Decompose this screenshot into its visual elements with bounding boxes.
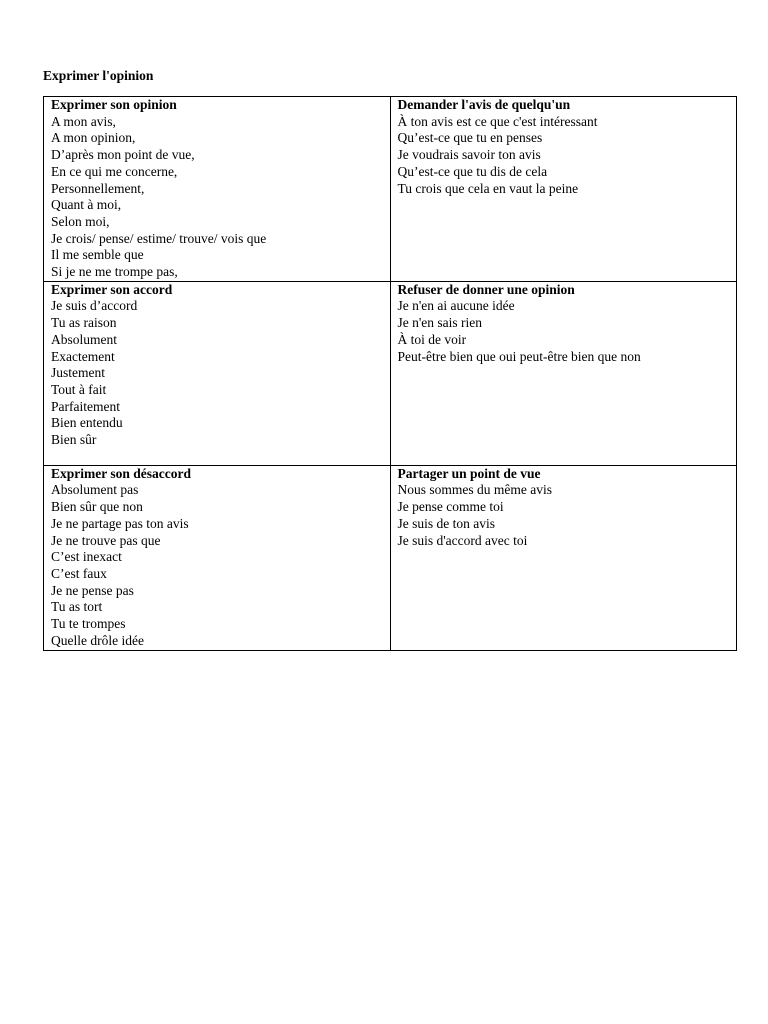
cell-heading: Exprimer son opinion <box>51 97 177 112</box>
cell-heading: Partager un point de vue <box>397 465 541 481</box>
expression-line: Tout à fait <box>51 381 107 397</box>
table-row <box>44 97 737 282</box>
expression-line: D’après mon point de vue, <box>51 147 195 163</box>
expression-line: À toi de voir <box>397 331 467 347</box>
expression-line: Absolument pas <box>51 482 139 498</box>
table-cell <box>390 97 737 282</box>
table-cell <box>390 465 737 650</box>
table-row <box>44 465 737 650</box>
expression-line: Peut-être bien que oui peut-être bien que non <box>397 348 641 364</box>
expression-line: Parfaitement <box>51 398 120 414</box>
page-title: Exprimer l'opinion <box>43 68 154 83</box>
expression-line: Je n'en ai aucune idée <box>397 298 515 314</box>
expression-line: Je ne pense pas <box>51 582 134 598</box>
expression-line: Je suis de ton avis <box>397 515 495 531</box>
expression-line: Je voudrais savoir ton avis <box>397 147 541 163</box>
expression-line: Je n'en sais rien <box>397 315 483 331</box>
table-cell <box>44 97 391 282</box>
expression-line: En ce qui me concerne, <box>51 163 178 179</box>
expression-line: Je suis d’accord <box>51 298 138 314</box>
table-cell <box>44 281 391 465</box>
expression-line: Si je ne me trompe pas, <box>51 264 178 280</box>
cell-heading: Exprimer son désaccord <box>51 465 191 481</box>
expression-line: Bien entendu <box>51 415 123 431</box>
cell-heading: Demander l'avis de quelqu'un <box>397 97 571 112</box>
expression-line: Je pense comme toi <box>397 499 504 515</box>
expression-line: Exactement <box>51 348 115 364</box>
table-row <box>44 281 737 465</box>
expression-line: Selon moi, <box>51 213 110 229</box>
table-body <box>44 97 737 651</box>
expression-line: Tu as raison <box>51 315 117 331</box>
table-cell <box>44 465 391 650</box>
opinion-expressions-table <box>43 96 737 651</box>
expression-line: Je ne trouve pas que <box>51 532 161 548</box>
expression-line: Qu’est-ce que tu dis de cela <box>397 163 548 179</box>
expression-line: Bien sûr que non <box>51 499 143 515</box>
expression-line: Je ne partage pas ton avis <box>51 515 189 531</box>
expression-line: Absolument <box>51 331 117 347</box>
expression-line: À ton avis est ce que c'est intéressant <box>397 113 598 129</box>
expression-line: Tu as tort <box>51 599 103 615</box>
cell-heading: Exprimer son accord <box>51 281 173 297</box>
expression-line: C’est faux <box>51 565 107 581</box>
expression-line: Personnellement, <box>51 180 145 196</box>
expression-line: Je suis d'accord avec toi <box>397 532 528 548</box>
expression-line: Qu’est-ce que tu en penses <box>397 130 543 146</box>
expression-line: A mon avis, <box>51 113 116 129</box>
expression-line: Tu te trompes <box>51 616 126 632</box>
expression-line: Nous sommes du même avis <box>397 482 552 498</box>
expression-line: C’est inexact <box>51 549 122 565</box>
expression-line: Quant à moi, <box>51 197 122 213</box>
expression-line: Justement <box>51 365 105 381</box>
expression-line: Il me semble que <box>51 247 144 263</box>
table-cell <box>390 281 737 465</box>
expression-line: Je crois/ pense/ estime/ trouve/ vois que <box>51 230 267 246</box>
expression-line: Quelle drôle idée <box>51 632 144 648</box>
expression-line: A mon opinion, <box>51 130 136 146</box>
cell-heading: Refuser de donner une opinion <box>397 281 575 297</box>
expression-line: Bien sûr <box>51 432 97 448</box>
expression-line: Tu crois que cela en vaut la peine <box>397 180 579 196</box>
